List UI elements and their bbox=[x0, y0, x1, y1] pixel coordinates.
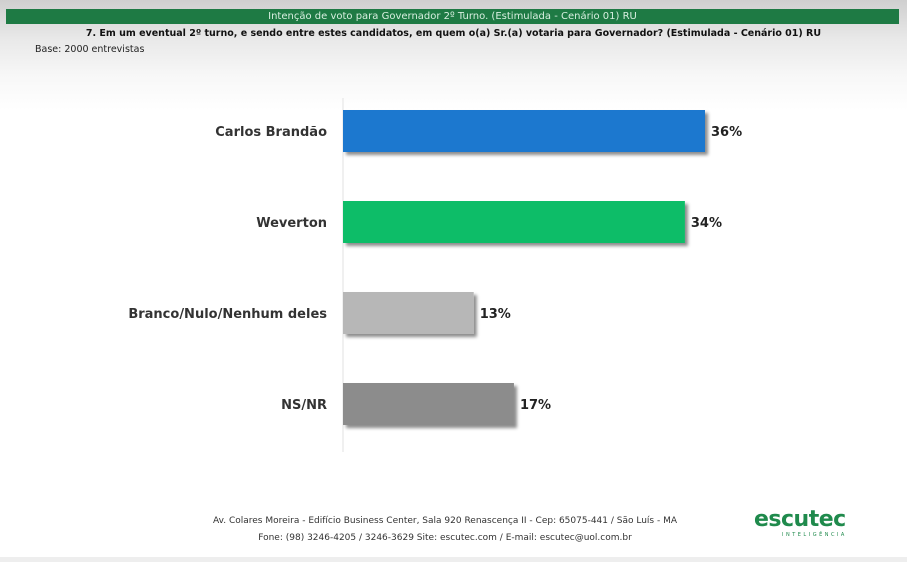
footer bbox=[150, 513, 740, 547]
logo-text: escutec bbox=[754, 507, 846, 532]
bar bbox=[343, 292, 474, 334]
logo-subtext: INTELIGÊNCIA bbox=[782, 532, 847, 538]
category-label: NS/NR bbox=[281, 398, 327, 413]
sample-base: Base: 2000 entrevistas bbox=[35, 44, 145, 55]
data-label: 13% bbox=[479, 307, 511, 322]
footer-address: Av. Colares Moreira - Edifício Business Center, Sala 920 Renascença II - Cep: 65075-441 / São Luís - MA bbox=[212, 516, 678, 526]
escutec-logo bbox=[754, 508, 864, 548]
data-label: 34% bbox=[690, 216, 723, 231]
bar bbox=[343, 110, 705, 152]
category-label: Carlos Brandão bbox=[215, 125, 327, 140]
survey-question: 7. Em um eventual 2º turno, e sendo entre estes candidatos, em quem o(a) Sr.(a) votaria para Governador? (Estimulada - Cenário 01) RU bbox=[85, 28, 822, 39]
data-label: 17% bbox=[519, 398, 552, 413]
data-label: 36% bbox=[711, 125, 743, 140]
chart-title-bar: Intenção de voto para Governador 2º Turno. (Estimulada - Cenário 01) RU bbox=[6, 9, 899, 24]
bar bbox=[343, 383, 514, 425]
bar bbox=[343, 201, 685, 243]
category-label: Weverton bbox=[256, 216, 327, 231]
bottom-divider bbox=[0, 557, 907, 562]
category-label: Branco/Nulo/Nenhum deles bbox=[128, 307, 327, 322]
footer-contact: Fone: (98) 3246-4205 / 3246-3629 Site: escutec.com / E-mail: escutec@uol.com.br bbox=[258, 533, 632, 543]
